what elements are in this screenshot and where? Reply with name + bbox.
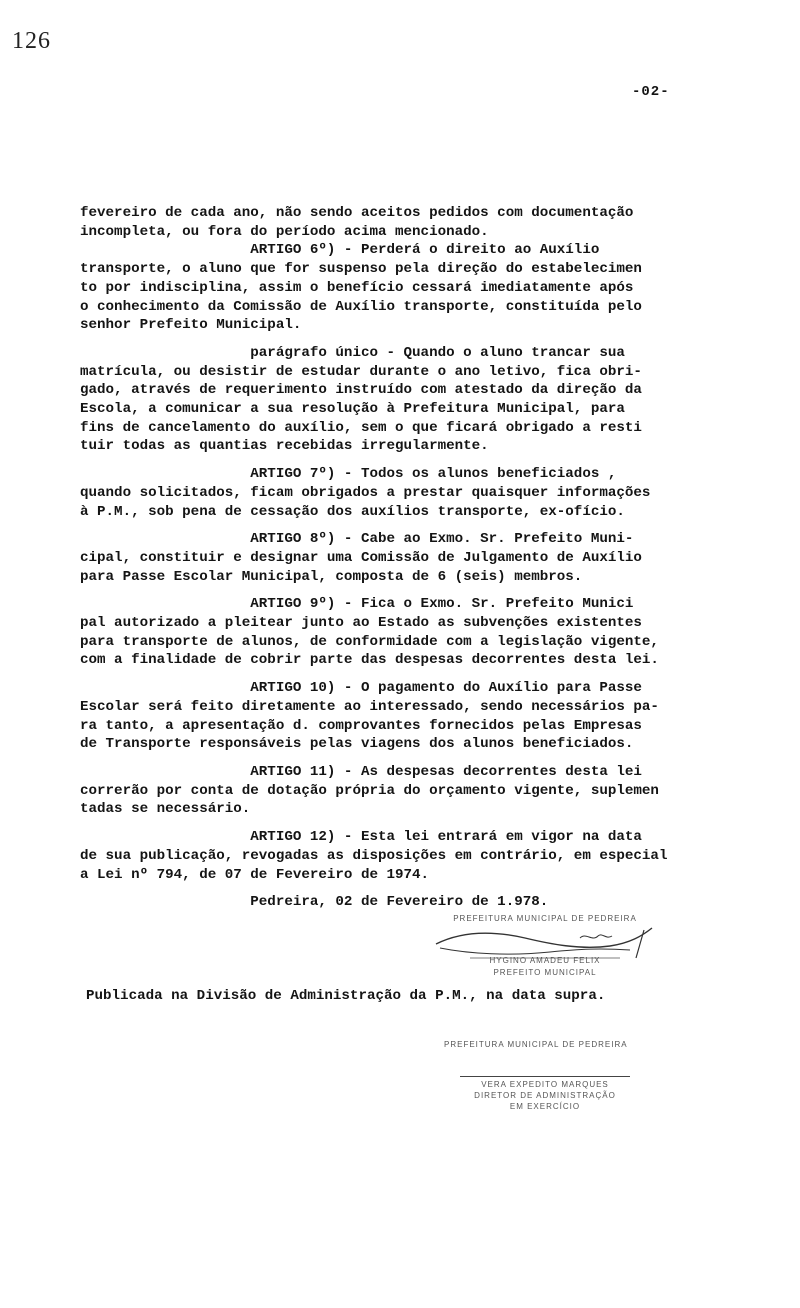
text-line: para Passe Escolar Municipal, composta de 6 (seis) membros.: [80, 568, 583, 585]
stamp-text: PREFEITURA MUNICIPAL DE PEDREIRA: [444, 1040, 628, 1049]
text-line: gado, através de requerimento instruído com atestado da direção da: [80, 382, 642, 399]
text-line: ARTIGO 7º) - Todos os alunos beneficiados ,: [80, 466, 617, 483]
signer-note: EM EXERCÍCIO: [509, 1102, 581, 1111]
signer-name: VERA EXPEDITO MARQUES: [481, 1080, 609, 1089]
text-line: Escola, a comunicar a sua resolução à Prefeitura Municipal, para: [80, 401, 625, 418]
text-line: para transporte de alunos, de conformidade com a legislação vigente,: [80, 633, 659, 650]
text-line: fins de cancelamento do auxílio, sem o que ficará obrigado a resti: [80, 419, 642, 436]
article-12: [80, 828, 780, 884]
signer-name: HYGINO AMADEU FELIX: [489, 956, 601, 965]
article-8: [80, 530, 780, 586]
stamp-text: PREFEITURA MUNICIPAL DE PEDREIRA: [453, 914, 637, 923]
text-line: matrícula, ou desistir de estudar durante o ano letivo, fica obri-: [80, 363, 642, 380]
article-6: [80, 241, 780, 335]
text-line: à P.M., sob pena de cessação dos auxílios transporte, ex-ofício.: [80, 503, 625, 520]
text-line: parágrafo único - Quando o aluno trancar sua: [80, 344, 625, 361]
text-line: a Lei nº 794, de 07 de Fevereiro de 1974.: [80, 866, 430, 883]
law-text: [80, 204, 780, 912]
publication-note: Publicada na Divisão de Administração da P.M., na data supra.: [86, 988, 606, 1004]
text-line: transporte, o aluno que for suspenso pela direção do estabelecimen: [80, 261, 642, 278]
text-line: o conhecimento da Comissão de Auxílio transporte, constituída pelo: [80, 298, 642, 315]
text-line: de sua publicação, revogadas as disposições em contrário, em especial: [80, 847, 668, 864]
text-line: to por indisciplina, assim o benefício cessará imediatamente após: [80, 279, 634, 296]
article-7: [80, 465, 780, 521]
text-line: tuir todas as quantias recebidas irregularmente.: [80, 438, 489, 455]
text-line: ra tanto, a apresentação d. comprovantes fornecidos pelas Empresas: [80, 717, 642, 734]
text-line: Escolar será feito diretamente ao interessado, sendo necessários pa-: [80, 698, 659, 715]
text-line: tadas se necessário.: [80, 801, 251, 818]
text-line: pal autorizado a pleitear junto ao Estado as subvenções existentes: [80, 615, 642, 632]
text-line: fevereiro de cada ano, não sendo aceitos pedidos com documentação: [80, 205, 634, 221]
signature-line: [460, 1076, 630, 1077]
text-line: incompleta, ou fora do período acima mencionado.: [80, 223, 489, 240]
text-line: ARTIGO 9º) - Fica o Exmo. Sr. Prefeito Munici: [80, 596, 634, 613]
text-line: correrão por conta de dotação própria do orçamento vigente, suplemen: [80, 782, 659, 799]
page-number: 126: [12, 28, 51, 54]
date-line: Pedreira, 02 de Fevereiro de 1.978.: [80, 894, 549, 911]
text-line: com a finalidade de cobrir parte das despesas decorrentes desta lei.: [80, 652, 659, 669]
text-line: ARTIGO 10) - O pagamento do Auxílio para Passe: [80, 680, 642, 697]
text-line: cipal, constituir e designar uma Comissão de Julgamento de Auxílio: [80, 549, 642, 566]
text-line: quando solicitados, ficam obrigados a prestar quaisquer informações: [80, 484, 651, 501]
article-9: [80, 595, 780, 670]
signer-role: PREFEITO MUNICIPAL: [493, 968, 597, 977]
text-line: ARTIGO 11) - As despesas decorrentes desta lei: [80, 763, 642, 780]
article-6-sole-paragraph: [80, 344, 780, 456]
signer-role: DIRETOR DE ADMINISTRAÇÃO: [474, 1091, 616, 1100]
article-10: [80, 679, 780, 754]
text-line: ARTIGO 12) - Esta lei entrará em vigor na data: [80, 829, 642, 846]
text-line: senhor Prefeito Municipal.: [80, 317, 302, 334]
page-marker: -02-: [632, 84, 670, 100]
text-line: de Transporte responsáveis pelas viagens dos alunos beneficiados.: [80, 736, 634, 753]
text-line: ARTIGO 8º) - Cabe ao Exmo. Sr. Prefeito Muni-: [80, 531, 634, 548]
paragraph-continuation: [80, 204, 780, 241]
article-11: [80, 763, 780, 819]
handwritten-signature-icon: [430, 924, 660, 964]
text-line: ARTIGO 6º) - Perderá o direito ao Auxílio: [80, 242, 600, 259]
